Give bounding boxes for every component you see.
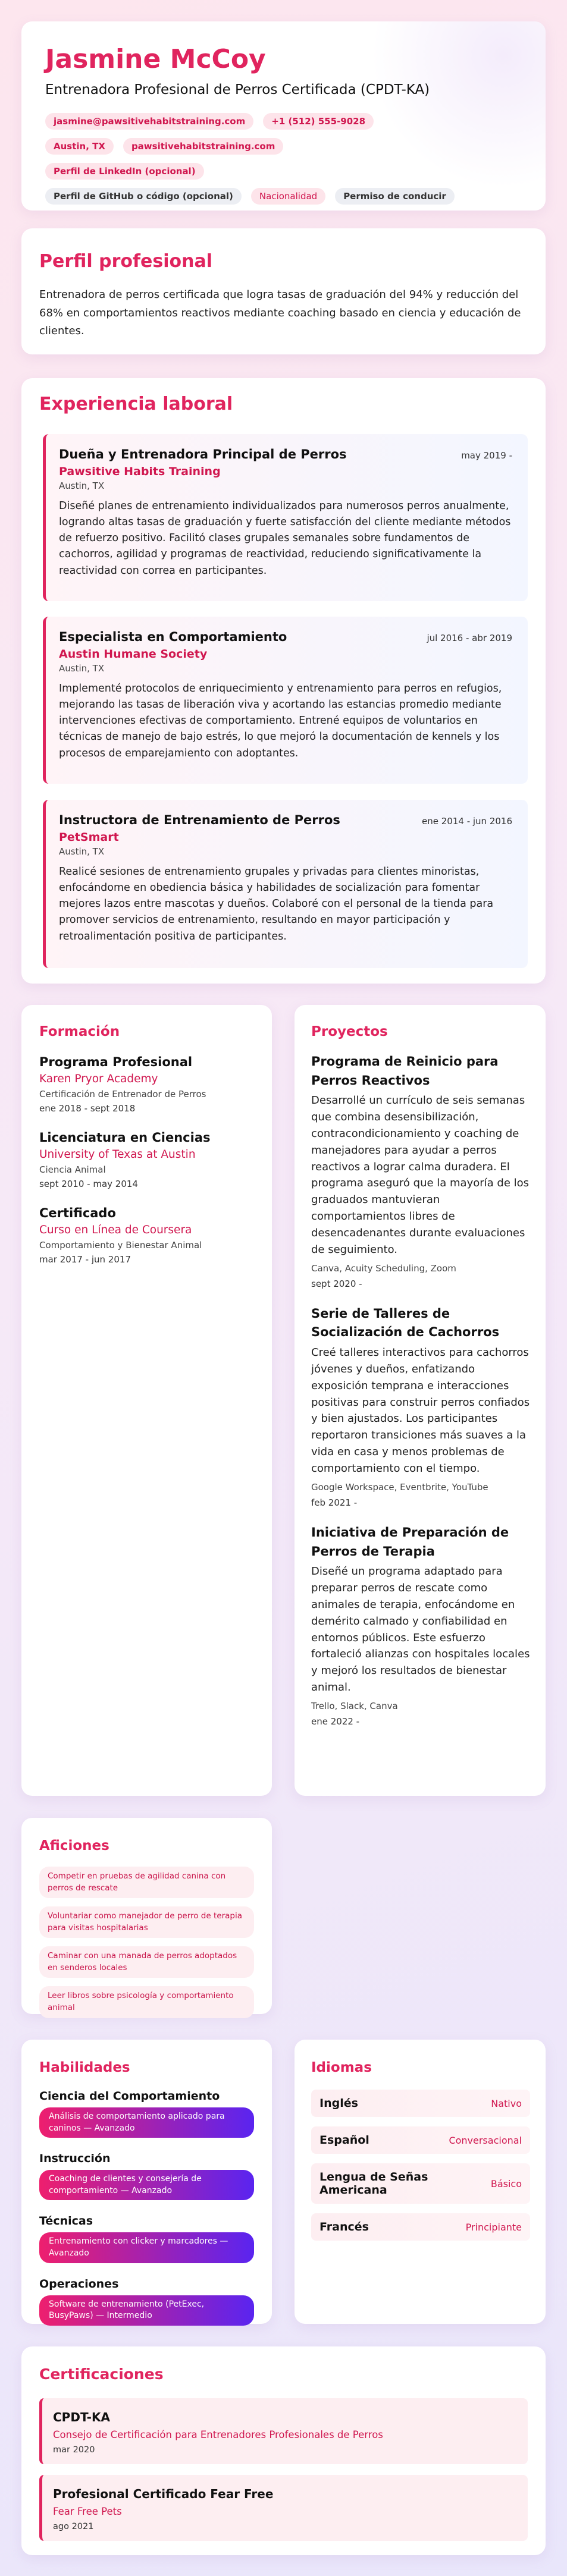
- website-link[interactable]: pawsitivehabitstraining.com: [123, 138, 283, 155]
- job-date: may 2019 -: [461, 450, 512, 461]
- experience-item: [43, 434, 528, 601]
- certification-date: ago 2021: [53, 2522, 94, 2531]
- certification-item: [39, 2398, 528, 2464]
- education-item: [39, 1206, 254, 1265]
- hobbies-card: [21, 1818, 272, 2014]
- experience-item: [43, 800, 528, 968]
- job-date: jul 2016 - abr 2019: [427, 633, 512, 643]
- project-item: [311, 1305, 531, 1508]
- hobby-item: Leer libros sobre psicología y comportamiento animal: [39, 1986, 254, 2018]
- job-location: Austin, TX: [59, 663, 105, 674]
- project-tech: Canva, Acuity Scheduling, Zoom: [311, 1262, 456, 1274]
- education-heading: Formación: [39, 1024, 120, 1039]
- project-tech: Google Workspace, Eventbrite, YouTube: [311, 1482, 488, 1493]
- education-field: Certificación de Entrenador de Perros: [39, 1089, 206, 1099]
- job-role: Especialista en Comportamiento: [59, 630, 287, 644]
- education-item: [39, 1055, 254, 1114]
- skill-badge: Entrenamiento con clicker y marcadores — Avanzado: [39, 2232, 254, 2263]
- skill-badge: Coaching de clientes y consejería de comportamiento — Avanzado: [39, 2170, 254, 2200]
- job-location: Austin, TX: [59, 846, 105, 857]
- job-company: PetSmart: [59, 831, 119, 844]
- education-item: [39, 1130, 254, 1189]
- projects-heading: Proyectos: [311, 1024, 388, 1039]
- language-name: Español: [319, 2134, 369, 2147]
- skill-category: Ciencia del Comportamiento: [39, 2090, 220, 2103]
- language-level: Nativo: [491, 2097, 522, 2109]
- language-row: [311, 2090, 530, 2117]
- project-date: ene 2022 -: [311, 1716, 360, 1727]
- certification-date: mar 2020: [53, 2445, 95, 2455]
- project-description: Creé talleres interactivos para cachorros jóvenes y dueños, enfatizando exposición temprana e interacciones positivas para construir perros confiados y bien ajustados. Los participantes reportaron transiciones más suaves a la vida en casa y menos problemas de comportamiento con el tiempo.: [311, 1346, 530, 1475]
- hobbies-heading: Aficiones: [39, 1838, 109, 1854]
- job-company: Pawsitive Habits Training: [59, 465, 221, 478]
- profile-text: Entrenadora de perros certificada que logra tasas de graduación del 94% y reducción del 68% en comportamientos reactivos mediante coaching basado en ciencia y educación de clientes.: [39, 288, 521, 338]
- education-card: [21, 1005, 272, 1796]
- languages-heading: Idiomas: [311, 2060, 372, 2075]
- education-date: mar 2017 - jun 2017: [39, 1254, 131, 1265]
- education-degree: Licenciatura en Ciencias: [39, 1130, 211, 1145]
- certification-name: Profesional Certificado Fear Free: [53, 2487, 274, 2501]
- skill-badge: Software de entrenamiento (PetExec, BusyPaws) — Intermedio: [39, 2295, 254, 2326]
- project-name: Iniciativa de Preparación de Perros de Terapia: [311, 1525, 509, 1559]
- hobby-item: Competir en pruebas de agilidad canina con perros de rescate: [39, 1867, 254, 1898]
- candidate-name: Jasmine McCoy: [45, 44, 266, 74]
- experience-item: [43, 617, 528, 784]
- project-item: [311, 1053, 531, 1289]
- nationality-badge: Nacionalidad: [251, 188, 325, 205]
- skills-card: [21, 2040, 272, 2324]
- experience-card: [21, 378, 546, 984]
- language-level: Principiante: [465, 2221, 522, 2233]
- hobby-item: Caminar con una manada de perros adoptados en senderos locales: [39, 1946, 254, 1978]
- education-date: sept 2010 - may 2014: [39, 1179, 138, 1189]
- certification-item: [39, 2475, 528, 2541]
- contact-list: [45, 113, 426, 188]
- education-school: Karen Pryor Academy: [39, 1073, 158, 1085]
- job-location: Austin, TX: [59, 480, 105, 491]
- profile-card: [21, 228, 546, 354]
- certification-issuer: Consejo de Certificación para Entrenadores Profesionales de Perros: [53, 2429, 383, 2440]
- languages-card: [295, 2040, 546, 2324]
- skills-heading: Habilidades: [39, 2060, 130, 2075]
- education-school: University of Texas at Austin: [39, 1148, 196, 1161]
- language-level: Básico: [490, 2178, 522, 2189]
- language-row: [311, 2163, 530, 2204]
- location-badge: Austin, TX: [45, 138, 114, 155]
- candidate-title: Entrenadora Profesional de Perros Certificada (CPDT-KA): [45, 82, 430, 98]
- linkedin-link[interactable]: Perfil de LinkedIn (opcional): [45, 163, 204, 180]
- job-description: Implementé protocolos de enriquecimiento y entrenamiento para perros en refugios, mejorando las tasas de liberación viva y acortando las estancias promedio mediante intervenciones efectivas de comportamiento. Entrené equipos de voluntarios en técnicas de manejo de bajo estrés, lo que mejoró la documentación de kennels y los procesos de emparejamiento con adoptantes.: [59, 683, 502, 759]
- project-description: Diseñé un programa adaptado para preparar perros de rescate como animales de terapia, enfocándome en demérito calmado y confiabilidad en entornos públicos. Este esfuerzo fortaleció alianzas con hospitales locales y mejoró los resultados de bienestar animal.: [311, 1565, 530, 1694]
- job-role: Instructora de Entrenamiento de Perros: [59, 813, 340, 827]
- education-field: Comportamiento y Bienestar Animal: [39, 1240, 202, 1251]
- skill-category: Operaciones: [39, 2277, 119, 2291]
- education-field: Ciencia Animal: [39, 1164, 106, 1175]
- projects-card: [295, 1005, 546, 1796]
- experience-heading: Experiencia laboral: [39, 394, 233, 414]
- license-badge: Permiso de conducir: [335, 188, 455, 205]
- project-item: [311, 1523, 531, 1727]
- language-name: Lengua de Señas Americana: [319, 2170, 428, 2197]
- job-company: Austin Humane Society: [59, 648, 208, 661]
- certification-issuer: Fear Free Pets: [53, 2506, 122, 2517]
- project-date: sept 2020 -: [311, 1278, 362, 1289]
- job-description: Realicé sesiones de entrenamiento grupales y privadas para clientes minoristas, enfocándome en obediencia básica y habilidades de socialización para fomentar mejores lazos entre mascotas y dueños. Colaboré con el personal de la tienda para promover servicios de entrenamiento, resultando en mayor participación y retroalimentación positiva de participantes.: [59, 866, 494, 943]
- project-name: Programa de Reinicio para Perros Reactivos: [311, 1054, 499, 1088]
- project-date: feb 2021 -: [311, 1497, 358, 1509]
- certifications-card: [21, 2346, 546, 2555]
- education-degree: Programa Profesional: [39, 1055, 193, 1069]
- hobby-item: Voluntariar como manejador de perro de terapia para visitas hospitalarias: [39, 1906, 254, 1938]
- skill-category: Instrucción: [39, 2152, 111, 2166]
- language-row: [311, 2126, 530, 2154]
- job-date: ene 2014 - jun 2016: [422, 816, 512, 827]
- language-row: [311, 2213, 530, 2241]
- project-description: Desarrollé un currículo de seis semanas que combina desensibilización, contracondicionamiento y coaching de manejadores para ayudar a perros reactivos a lograr calma duradera. El programa aseguró que la mayoría de los graduados mantuvieran comportamientos libres de desencadenantes durante evaluaciones de seguimiento.: [311, 1094, 530, 1256]
- skill-badge: Análisis de comportamiento aplicado para caninos — Avanzado: [39, 2107, 254, 2138]
- extra-info-list: [45, 188, 522, 213]
- job-role: Dueña y Entrenadora Principal de Perros: [59, 447, 347, 461]
- certification-name: CPDT-KA: [53, 2410, 110, 2424]
- project-name: Serie de Talleres de Socialización de Cachorros: [311, 1306, 500, 1340]
- language-name: Francés: [319, 2220, 369, 2233]
- phone-link[interactable]: +1 (512) 555-9028: [263, 113, 374, 130]
- github-badge: Perfil de GitHub o código (opcional): [45, 188, 242, 205]
- education-date: ene 2018 - sept 2018: [39, 1103, 136, 1114]
- email-link[interactable]: jasmine@pawsitivehabitstraining.com: [45, 113, 253, 130]
- skill-category: Técnicas: [39, 2214, 93, 2228]
- header-card: [21, 21, 546, 211]
- profile-heading: Perfil profesional: [39, 251, 213, 272]
- certifications-heading: Certificaciones: [39, 2365, 164, 2383]
- job-description: Diseñé planes de entrenamiento individualizados para numerosos perros anualmente, logrando altas tasas de graduación y fuerte satisfacción del cliente mediante métodos de refuerzo positivo. Facilitó clases grupales semanales sobre fundamentos de cachorros, agilidad y programas de reactividad, reduciendo significativamente la reactividad con correa en participantes.: [59, 500, 511, 577]
- project-tech: Trello, Slack, Canva: [311, 1701, 398, 1712]
- language-name: Inglés: [319, 2097, 358, 2110]
- education-degree: Certificado: [39, 1206, 116, 1220]
- education-school: Curso en Línea de Coursera: [39, 1224, 192, 1236]
- language-level: Conversacional: [449, 2134, 522, 2146]
